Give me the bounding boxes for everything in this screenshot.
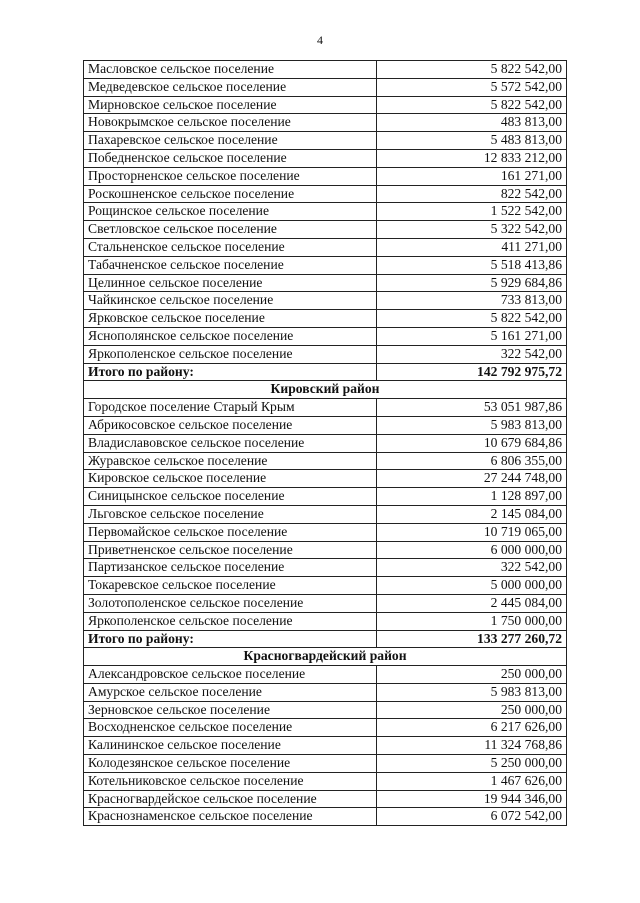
settlement-amount: 19 944 346,00 [377, 790, 567, 808]
settlement-name: Льговское сельское поселение [84, 505, 377, 523]
table-row [84, 132, 567, 150]
table-row [84, 683, 567, 701]
settlement-name: Владиславовское сельское поселение [84, 434, 377, 452]
settlement-name: Яркополенское сельское поселение [84, 612, 377, 630]
table-row [84, 790, 567, 808]
table-row [84, 221, 567, 239]
settlement-name: Журавское сельское поселение [84, 452, 377, 470]
table-row [84, 399, 567, 417]
table-row [84, 666, 567, 684]
table-row [84, 149, 567, 167]
settlement-amount: 5 822 542,00 [377, 61, 567, 79]
settlement-name: Светловское сельское поселение [84, 221, 377, 239]
settlement-name: Новокрымское сельское поселение [84, 114, 377, 132]
table-row [84, 114, 567, 132]
settlement-name: Партизанское сельское поселение [84, 559, 377, 577]
table-row [84, 238, 567, 256]
settlement-name: Калининское сельское поселение [84, 737, 377, 755]
settlement-name: Городское поселение Старый Крым [84, 399, 377, 417]
settlement-amount: 6 072 542,00 [377, 808, 567, 826]
district-total-row [84, 630, 567, 648]
table-row [84, 452, 567, 470]
settlement-name: Кировское сельское поселение [84, 470, 377, 488]
settlement-name: Токаревское сельское поселение [84, 577, 377, 595]
table-row [84, 577, 567, 595]
table-row [84, 559, 567, 577]
settlement-name: Александровское сельское поселение [84, 666, 377, 684]
settlement-amount: 2 145 084,00 [377, 505, 567, 523]
settlement-name: Синицынское сельское поселение [84, 488, 377, 506]
table-row [84, 416, 567, 434]
total-amount: 133 277 260,72 [377, 630, 567, 648]
settlement-amount: 1 750 000,00 [377, 612, 567, 630]
table-row [84, 61, 567, 79]
table-row [84, 167, 567, 185]
settlement-name: Медведевское сельское поселение [84, 78, 377, 96]
settlement-name: Роскошненское сельское поселение [84, 185, 377, 203]
settlement-name: Рощинское сельское поселение [84, 203, 377, 221]
settlement-name: Котельниковское сельское поселение [84, 772, 377, 790]
page-number: 4 [317, 33, 323, 47]
settlement-name: Яркополенское сельское поселение [84, 345, 377, 363]
settlement-amount: 5 161 271,00 [377, 327, 567, 345]
settlement-amount: 12 833 212,00 [377, 149, 567, 167]
district-title: Красногвардейский район [84, 648, 567, 666]
settlement-amount: 5 518 413,86 [377, 256, 567, 274]
total-label: Итого по району: [84, 630, 377, 648]
settlement-amount: 483 813,00 [377, 114, 567, 132]
settlement-amount: 6 217 626,00 [377, 719, 567, 737]
table-row [84, 470, 567, 488]
settlement-amount: 733 813,00 [377, 292, 567, 310]
settlement-name: Просторненское сельское поселение [84, 167, 377, 185]
settlement-name: Чайкинское сельское поселение [84, 292, 377, 310]
settlement-amount: 1 522 542,00 [377, 203, 567, 221]
settlement-amount: 5 983 813,00 [377, 683, 567, 701]
settlement-amount: 5 322 542,00 [377, 221, 567, 239]
settlement-name: Приветненское сельское поселение [84, 541, 377, 559]
table-row [84, 327, 567, 345]
table-row [84, 78, 567, 96]
settlement-name: Целинное сельское поселение [84, 274, 377, 292]
district-header-row [84, 648, 567, 666]
table-row [84, 488, 567, 506]
table-row [84, 701, 567, 719]
table-row [84, 612, 567, 630]
settlement-name: Красногвардейское сельское поселение [84, 790, 377, 808]
settlement-amount: 411 271,00 [377, 238, 567, 256]
settlement-amount: 6 000 000,00 [377, 541, 567, 559]
table-row [84, 594, 567, 612]
settlement-amount: 2 445 084,00 [377, 594, 567, 612]
settlement-name: Колодезянское сельское поселение [84, 755, 377, 773]
table-row [84, 772, 567, 790]
settlement-name: Победненское сельское поселение [84, 149, 377, 167]
table-row [84, 737, 567, 755]
total-amount: 142 792 975,72 [377, 363, 567, 381]
settlement-name: Стальненское сельское поселение [84, 238, 377, 256]
district-total-row [84, 363, 567, 381]
budget-allocation-table [83, 60, 567, 826]
settlement-name: Пахаревское сельское поселение [84, 132, 377, 150]
settlement-amount: 5 483 813,00 [377, 132, 567, 150]
settlement-amount: 5 822 542,00 [377, 96, 567, 114]
table-row [84, 203, 567, 221]
settlement-amount: 161 271,00 [377, 167, 567, 185]
settlement-name: Золотополенское сельское поселение [84, 594, 377, 612]
settlement-name: Зерновское сельское поселение [84, 701, 377, 719]
settlement-name: Абрикосовское сельское поселение [84, 416, 377, 434]
table-row [84, 808, 567, 826]
settlement-amount: 11 324 768,86 [377, 737, 567, 755]
table-row [84, 505, 567, 523]
table-row [84, 185, 567, 203]
settlement-amount: 5 929 684,86 [377, 274, 567, 292]
settlement-amount: 6 806 355,00 [377, 452, 567, 470]
settlement-amount: 5 572 542,00 [377, 78, 567, 96]
settlement-amount: 10 719 065,00 [377, 523, 567, 541]
total-label: Итого по району: [84, 363, 377, 381]
settlement-name: Яснополянское сельское поселение [84, 327, 377, 345]
table-row [84, 434, 567, 452]
district-header-row [84, 381, 567, 399]
settlement-amount: 322 542,00 [377, 559, 567, 577]
settlement-amount: 250 000,00 [377, 666, 567, 684]
settlement-amount: 5 822 542,00 [377, 310, 567, 328]
settlement-amount: 53 051 987,86 [377, 399, 567, 417]
settlement-amount: 5 250 000,00 [377, 755, 567, 773]
settlement-name: Первомайское сельское поселение [84, 523, 377, 541]
settlement-name: Масловское сельское поселение [84, 61, 377, 79]
settlement-name: Восходненское сельское поселение [84, 719, 377, 737]
table-row [84, 719, 567, 737]
settlement-name: Мирновское сельское поселение [84, 96, 377, 114]
table-row [84, 755, 567, 773]
settlement-amount: 5 983 813,00 [377, 416, 567, 434]
settlement-name: Ярковское сельское поселение [84, 310, 377, 328]
table-row [84, 256, 567, 274]
settlement-amount: 1 467 626,00 [377, 772, 567, 790]
settlement-amount: 322 542,00 [377, 345, 567, 363]
settlement-amount: 27 244 748,00 [377, 470, 567, 488]
table-row [84, 96, 567, 114]
settlement-amount: 822 542,00 [377, 185, 567, 203]
table-row [84, 523, 567, 541]
settlement-name: Амурское сельское поселение [84, 683, 377, 701]
table-row [84, 292, 567, 310]
table-row [84, 345, 567, 363]
table-row [84, 274, 567, 292]
table-row [84, 541, 567, 559]
district-title: Кировский район [84, 381, 567, 399]
settlement-amount: 1 128 897,00 [377, 488, 567, 506]
settlement-name: Краснознаменское сельское поселение [84, 808, 377, 826]
settlement-amount: 10 679 684,86 [377, 434, 567, 452]
settlement-name: Табачненское сельское поселение [84, 256, 377, 274]
table-row [84, 310, 567, 328]
settlement-amount: 250 000,00 [377, 701, 567, 719]
settlement-amount: 5 000 000,00 [377, 577, 567, 595]
